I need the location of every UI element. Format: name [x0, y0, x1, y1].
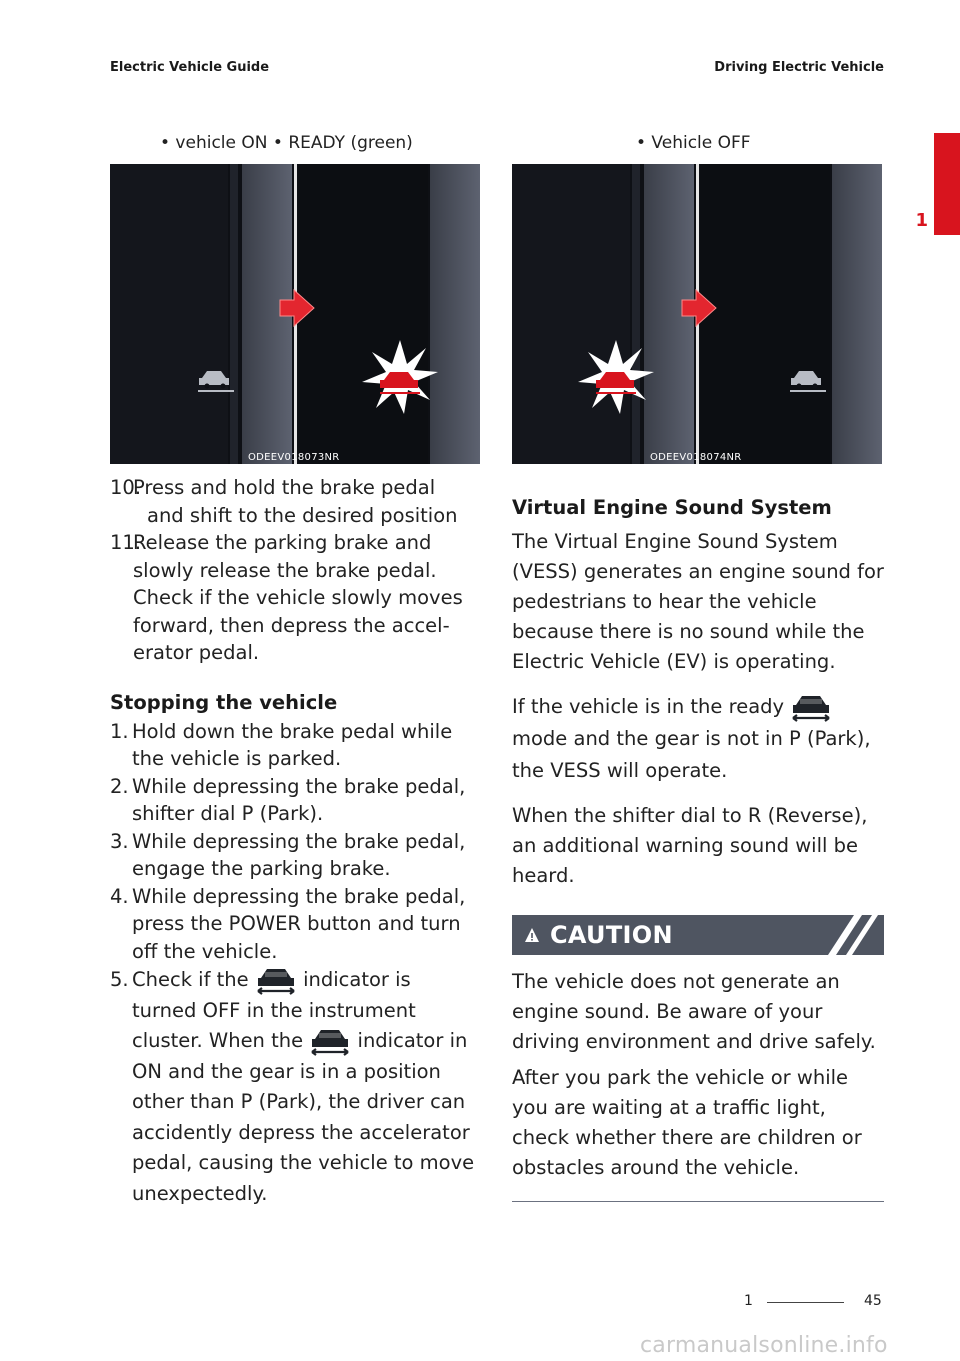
footer-divider	[767, 1302, 844, 1303]
warning-triangle-icon	[524, 927, 540, 943]
step-text-part1: Check if the	[132, 968, 249, 991]
step-text: While depressing the brake pedal, engage the parking brake.	[132, 829, 466, 880]
list-item	[110, 883, 478, 966]
figure-right-code: ODEEV018074NR	[650, 452, 742, 463]
slash-decoration-icon	[824, 915, 878, 955]
stopping-heading: Stopping the vehicle	[110, 690, 338, 714]
car-with-arrows-icon	[255, 966, 297, 996]
watermark: carmanualsonline.info	[640, 1333, 888, 1358]
figure-right-caption: • Vehicle OFF	[636, 133, 751, 153]
step-text: Hold down the brake pedal while the vehicle is parked.	[132, 719, 453, 770]
figure-left-code: ODEEV018073NR	[248, 452, 340, 463]
step-text: While depressing the brake pedal, shifter dial P (Park).	[132, 774, 466, 825]
caution-text-2: After you park the vehicle or while you are waiting at a traffic light, check whether there are children or obstacles around the vehicle.	[512, 1066, 862, 1179]
figure-right-image	[512, 164, 882, 464]
step-number: 1.	[110, 719, 129, 743]
step-number: 11.	[110, 531, 142, 554]
figure-left-image	[110, 164, 480, 464]
vess-paragraph-1: The Virtual Engine Sound System (VESS) generates an engine sound for pedestrians to hear the vehicle because there is no sound while the Electric Vehicle (EV) is operating.	[512, 530, 884, 673]
chapter-tab	[934, 133, 960, 235]
figure-left-caption: • vehicle ON • READY (green)	[160, 133, 413, 153]
step-text-part3: indicator in ON and the gear is in a position other than P (Park), the driver can accidently depress the accelerator pedal, causing the vehicle to move unexpectedly.	[132, 1029, 475, 1205]
driving-steps-list	[110, 474, 478, 667]
caution-banner	[512, 915, 884, 955]
header-guide-title: Electric Vehicle Guide	[110, 60, 270, 75]
vess-paragraph-2	[512, 691, 884, 787]
stopping-steps-list	[110, 718, 478, 1210]
list-item	[110, 773, 478, 828]
car-with-arrows-icon	[790, 693, 832, 723]
footer-page-number: 45	[864, 1293, 882, 1309]
list-item	[110, 965, 478, 1209]
footer-chapter-number: 1	[744, 1293, 753, 1309]
list-item	[110, 529, 478, 667]
step-text: Release the parking brake and slowly release the brake pedal. Check if the vehicle slowly moves forward, then depress the accel-erator pedal.	[133, 531, 463, 664]
step-number: 10.	[110, 476, 142, 499]
list-item	[110, 718, 478, 773]
vess-paragraph-3: When the shifter dial to R (Reverse), an additional warning sound will be heard.	[512, 804, 868, 887]
caution-text-1: The vehicle does not generate an engine sound. Be aware of your driving environment and drive safely.	[512, 970, 876, 1053]
vess-heading: Virtual Engine Sound System	[512, 496, 832, 519]
list-item	[110, 828, 478, 883]
car-with-arrows-icon	[309, 1027, 351, 1057]
header-section-title: Driving Electric Vehicle	[714, 60, 884, 75]
step-text: Press and hold the brake pedal and shift to the desired position	[133, 476, 458, 527]
step-number: 2.	[110, 774, 129, 798]
chapter-tab-number: 1	[915, 210, 928, 231]
list-item	[110, 474, 478, 529]
right-column	[512, 496, 884, 1202]
left-column	[110, 474, 478, 1209]
vess-paragraph-2-end: mode and the gear is not in P (Park), the VESS will operate.	[512, 727, 871, 782]
step-number: 4.	[110, 884, 129, 908]
step-number: 5.	[110, 968, 129, 991]
step-text-part2: indicator is turned OFF in the instrument cluster. When the	[132, 968, 416, 1052]
caution-label: CAUTION	[550, 921, 673, 949]
step-text: While depressing the brake pedal, press the POWER button and turn off the vehicle.	[132, 884, 466, 963]
vess-paragraph-2-start: If the vehicle is in the ready	[512, 695, 785, 718]
caution-bottom-rule	[512, 1201, 884, 1202]
step-number: 3.	[110, 829, 129, 853]
